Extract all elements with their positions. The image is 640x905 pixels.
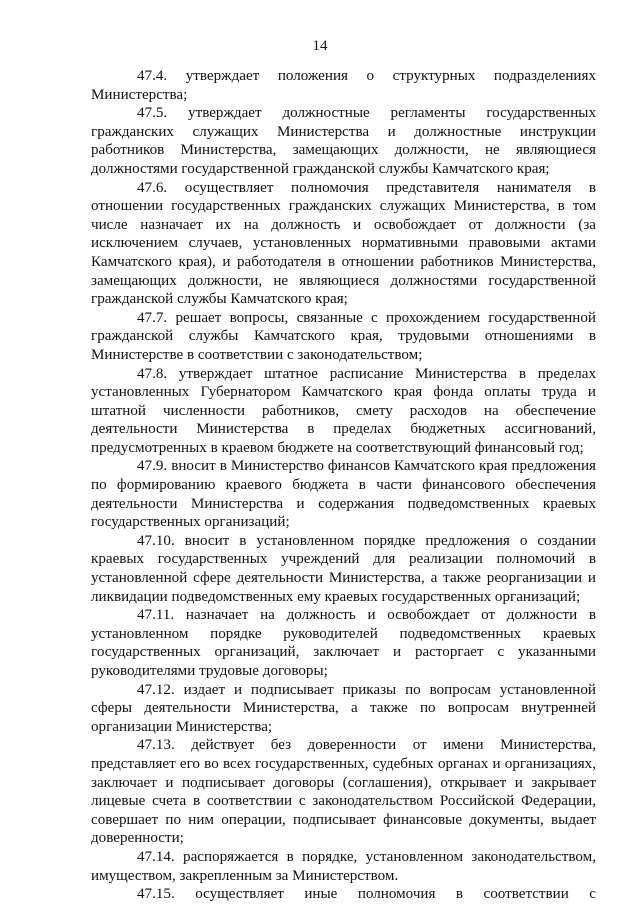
- paragraph-47-12: 47.12. издает и подписывает приказы по вопросам установленной сферы деятельности Министерства, а также по вопросам внутренней организации Министерства;: [91, 681, 596, 735]
- paragraph-47-10: 47.10. вносит в установленном порядке предложения о создании краевых государственных учреждений для реализации полномочий в установленной сфере деятельности Министерства, а также реорганизации и ликвидации подведомственных ему краевых государственных организаций;: [91, 532, 596, 605]
- paragraph-47-15: 47.15. осуществляет иные полномочия в соответствии с: [137, 886, 596, 903]
- page-number: 14: [312, 38, 328, 54]
- paragraph-47-11: 47.11. назначает на должность и освобождает от должности в установленном порядке руководителей подведомственных краевых государственных организаций, заключает и расторгает с указанными руководителями трудовые договоры;: [91, 607, 596, 679]
- paragraph-47-5: 47.5. утверждает должностные регламенты государственных гражданских служащих Министерства и должностные инструкции работников Министерства, замещающих должности, не являющиеся должностями государственной гражданской службы Камчатского края;: [91, 105, 596, 177]
- paragraph-47-8: 47.8. утверждает штатное расписание Министерства в пределах установленных Губернатором Камчатского края фонда оплаты труда и штатной численности работников, смету расходов на обеспечение деятельности Министерства в пределах бюджетных ассигнований, предусмотренных в краевом бюджете на соответствующий финансовый год;: [91, 365, 596, 456]
- paragraph-47-13: 47.13. действует без доверенности от имени Министерства, представляет его во всех государственных, судебных органах и организациях, заключает и подписывает договоры (соглашения), открывает и закрывает лицевые счета в соответствии с законодательством Российской Федерации, совершает по ним операции, подписывает финансовые документы, выдает доверенности;: [91, 737, 596, 847]
- paragraph-47-6: 47.6. осуществляет полномочия представителя нанимателя в отношении государственных гражданских служащих Министерства, в том числе назначает их на должность и освобождает от должности (за исключением случаев, установленных нормативными правовыми актами Камчатского края), и работодателя в отношении работников Министерства, замещающих должности, не являющиеся должностями государственной гражданской службы Камчатского края;: [91, 179, 596, 308]
- paragraph-47-7: 47.7. решает вопросы, связанные с прохождением государственной гражданской службы Камчатского края, трудовыми отношениями в Министерстве в соответствии с законодательством;: [91, 309, 596, 363]
- document-body: [91, 67, 596, 904]
- paragraph-47-4: 47.4. утверждает положения о структурных подразделениях Министерства;: [91, 68, 596, 103]
- paragraph-47-14: 47.14. распоряжается в порядке, установленном законодательством, имуществом, закрепленным за Министерством.: [91, 848, 596, 884]
- paragraph-47-9: 47.9. вносит в Министерство финансов Камчатского края предложения по формированию краевого бюджета в части финансового обеспечения деятельности Министерства и содержания подведомственных краевых государственных организаций;: [91, 458, 596, 531]
